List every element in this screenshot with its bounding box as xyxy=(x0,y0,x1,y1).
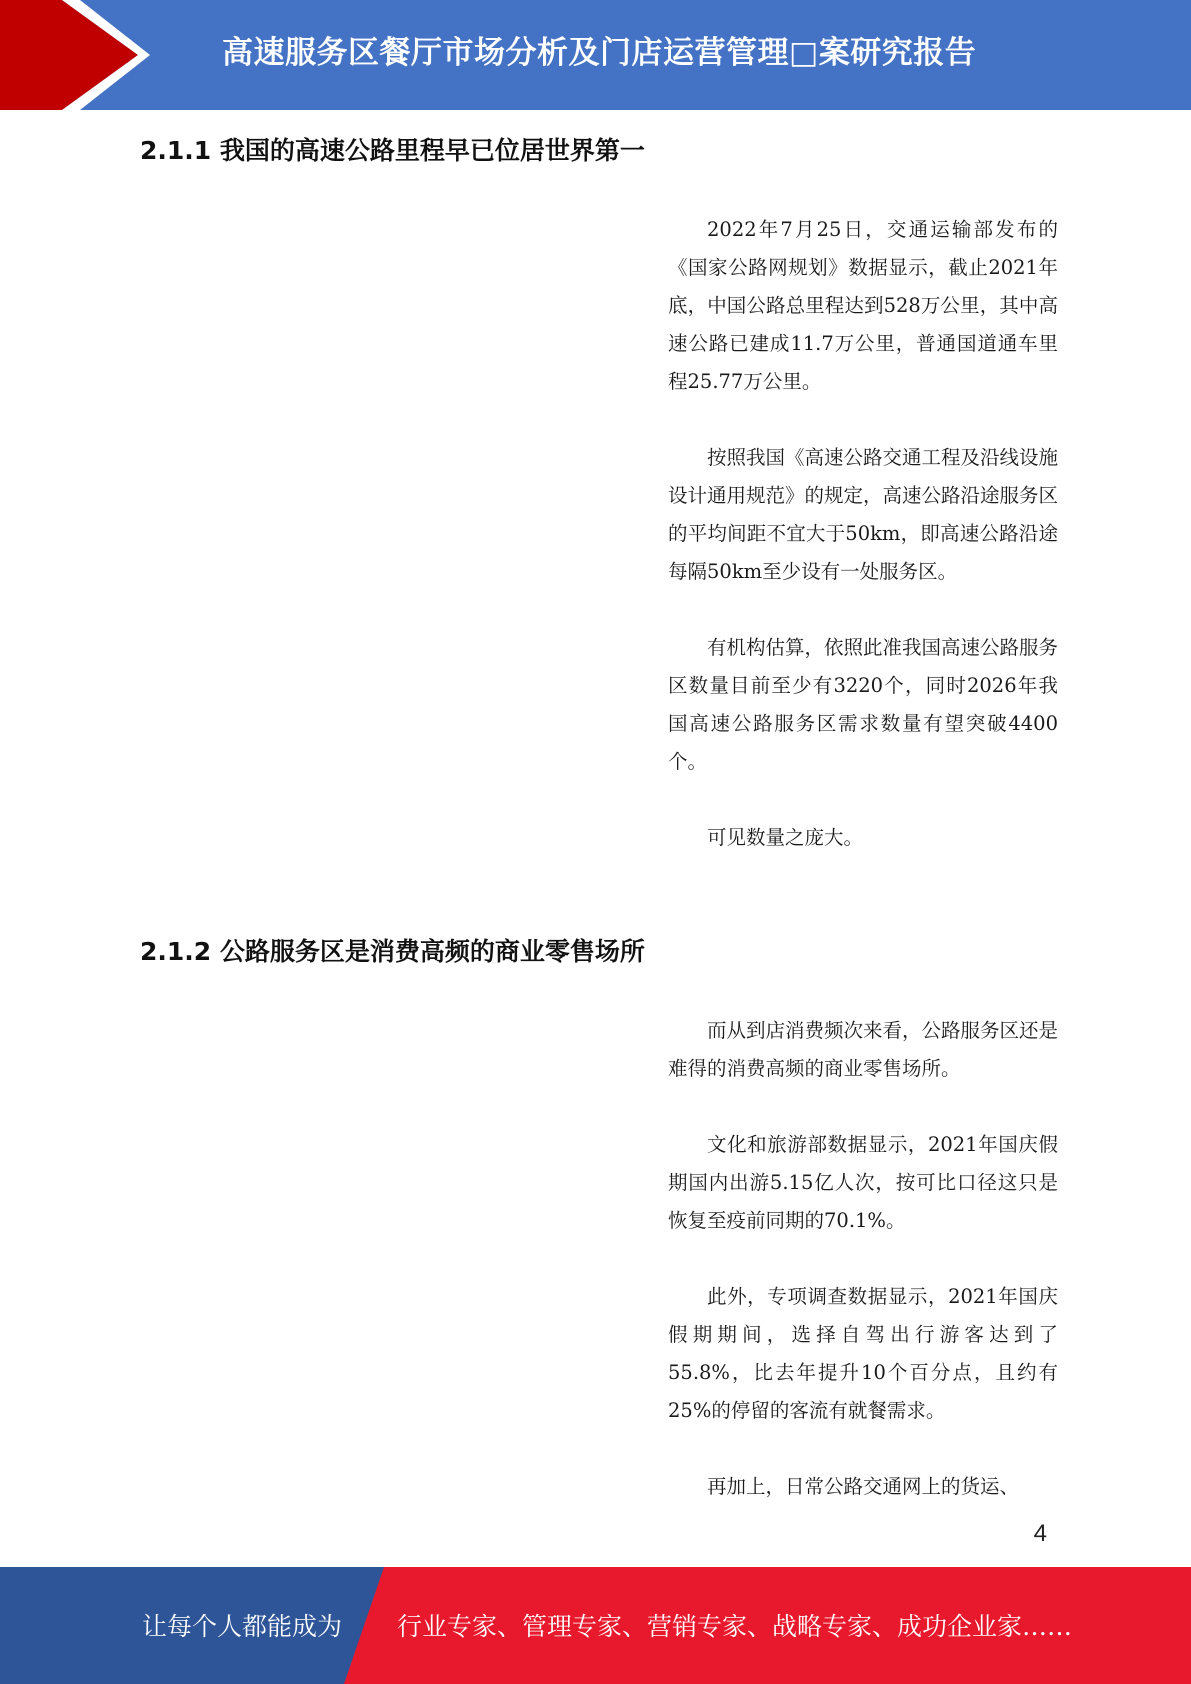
paragraph: 有机构估算，依照此准我国高速公路服务区数量目前至少有3220个，同时2026年我国高速公路服务区需求数量有望突破4400个。 xyxy=(668,636,1059,773)
paragraph: 可见数量之庞大。 xyxy=(707,826,864,849)
header-arrow-decoration xyxy=(0,0,160,110)
paragraph: 而从到店消费频次来看，公路服务区还是难得的消费高频的商业零售场所。 xyxy=(668,1019,1059,1080)
paragraph: 按照我国《高速公路交通工程及沿线设施设计通用规范》的规定，高速公路沿途服务区的平均间距不宜大于50km，即高速公路沿途每隔50km至少设有一处服务区。 xyxy=(668,446,1059,583)
section-1-body xyxy=(668,211,1058,857)
paragraph: 文化和旅游部数据显示，2021年国庆假期国内出游5.15亿人次，按可比口径这只是恢复至疫前同期的70.1%。 xyxy=(668,1133,1058,1232)
footer-banner xyxy=(0,1567,1191,1684)
paragraph: 再加上，日常公路交通网上的货运、 xyxy=(707,1475,1020,1498)
paragraph: 2022年7月25日，交通运输部发布的《国家公路网规划》数据显示，截止2021年底，中国公路总里程达到528万公里，其中高速公路已建成11.7万公里，普通国道通车里程25.77万公里。 xyxy=(668,218,1058,393)
footer-slogan-left: 让每个人都能成为 xyxy=(142,1612,343,1641)
paragraph: 此外，专项调查数据显示，2021年国庆假期期间，选择自驾出行游客达到了55.8%，比去年提升10个百分点，且约有25%的停留的客流有就餐需求。 xyxy=(668,1285,1058,1422)
report-title: 高速服务区餐厅市场分析及门店运营管理□案研究报告 xyxy=(222,35,977,71)
section-2-body xyxy=(668,1012,1058,1506)
section-heading-2-1-1: 2.1.1 我国的高速公路里程早已位居世界第一 xyxy=(140,136,645,165)
header-banner xyxy=(0,0,1191,110)
section-heading-2-1-2: 2.1.2 公路服务区是消费高频的商业零售场所 xyxy=(140,937,645,966)
footer-slogan-right: 行业专家、管理专家、营销专家、战略专家、成功企业家…… xyxy=(397,1612,1073,1641)
page-number: 4 xyxy=(1033,1520,1047,1547)
